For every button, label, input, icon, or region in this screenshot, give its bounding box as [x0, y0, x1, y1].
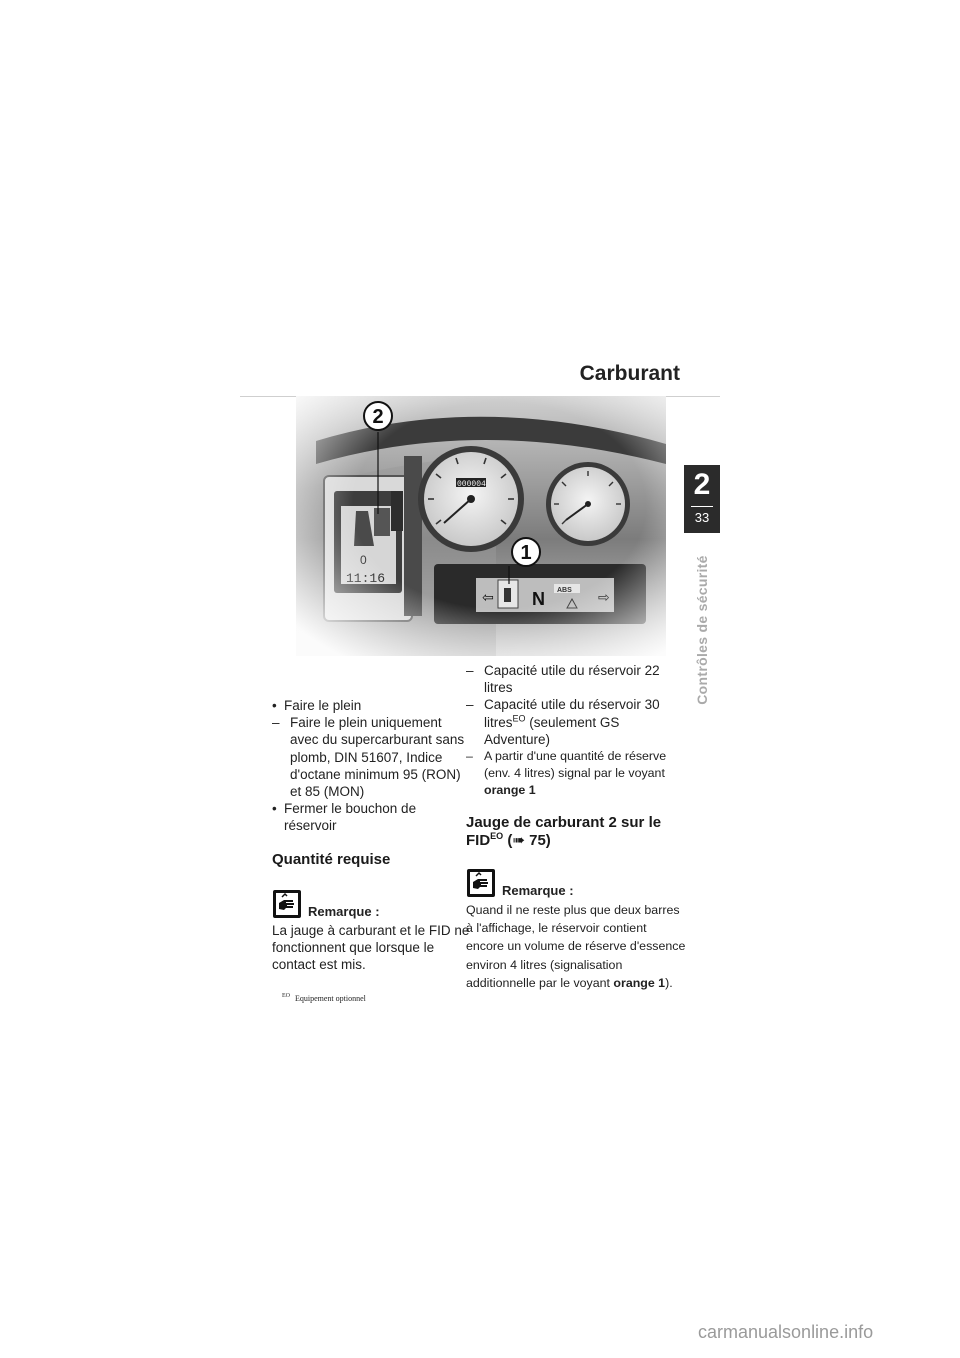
note-header — [272, 889, 470, 919]
list-item: – Capacité utile du réservoir 30 litres$^{EO}$ (seulement GS Adventure) — [466, 697, 660, 747]
page-title: Carburant — [579, 362, 680, 385]
note-text: Quand il ne reste plus que deux barres à l'affichage, le réservoir contient encore un volume de réserve d'essence environ 4 litres (signalisation additionnelle par le voyant orange 1). — [466, 902, 686, 991]
page-ref-arrow-icon: ➠ — [512, 831, 525, 849]
section-heading-jauge: Jauge de carburant 2 sur le $FID^{EO}$ (➠ 75) — [466, 813, 662, 849]
watermark: carmanualsonline.info — [698, 1322, 874, 1342]
note-hand-icon — [466, 868, 496, 898]
note-label: Remarque : — [502, 882, 574, 898]
callout-2: 2 — [372, 406, 384, 428]
list-item: – Faire le plein uniquement avec du supercarburant sans plomb, DIN 51607, Indice d'octane minimum 95 (RON) et 85 (MON) — [272, 715, 465, 800]
list-item: • Faire le plein — [272, 698, 362, 713]
note-header — [466, 868, 686, 898]
list-item: – A partir d'une quantité de réserve (env. 4 litres) signal par le voyant orange 1 — [466, 749, 667, 798]
note-text: La jauge à carburant et le FID ne fonctionnent que lorsque le contact est mis. — [272, 922, 470, 973]
footnote: $^{EO}$ Equipement optionnel — [282, 993, 366, 1003]
left-column — [272, 697, 470, 973]
right-column — [466, 662, 686, 993]
section-heading-quantite: Quantité requise — [272, 850, 391, 868]
chapter-number: 2 — [693, 468, 711, 501]
dashboard-photo — [296, 396, 666, 656]
list-item: • Fermer le bouchon de réservoir — [272, 801, 417, 834]
callout-1: 1 — [520, 542, 532, 564]
list-item: – Capacité utile du réservoir 22 litres — [466, 663, 660, 696]
note-label: Remarque : — [308, 903, 380, 919]
tab-divider — [691, 506, 713, 507]
note-hand-icon — [272, 889, 302, 919]
chapter-tab — [684, 465, 720, 533]
page-number: 33 — [694, 510, 710, 525]
section-label: Contrôles de sécurité — [694, 555, 710, 705]
